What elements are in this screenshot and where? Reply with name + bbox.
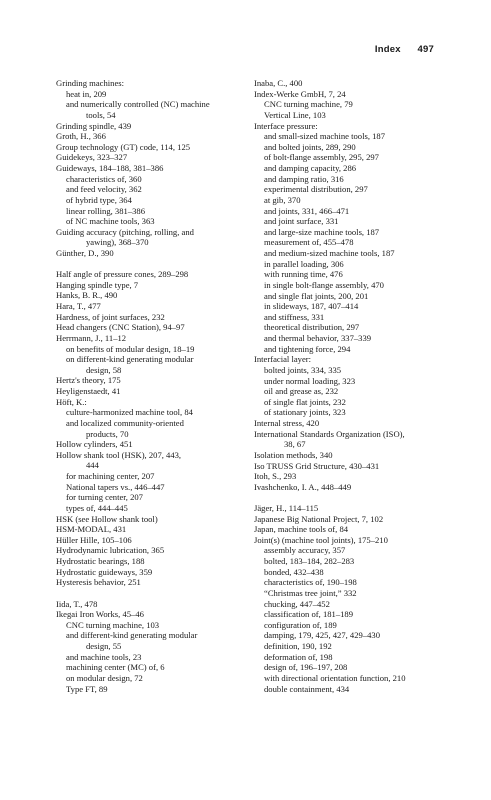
index-entry: Herrmann, J., 11–12 <box>56 332 127 343</box>
index-subentry: CNC turning machine, 103 <box>66 619 160 630</box>
index-entry: HSK (see Hollow shank tool) <box>56 513 158 524</box>
index-entry: Guidekeys, 323–327 <box>56 152 128 163</box>
index-subentry: and machine tools, 23 <box>66 651 142 662</box>
index-subentry: in single bolt-flange assembly, 470 <box>264 279 384 290</box>
index-entry: Hertz's theory, 175 <box>56 375 121 386</box>
index-subentry: in slideways, 187, 407–414 <box>264 301 359 312</box>
index-entry-continuation: design, 55 <box>86 641 122 652</box>
index-entry-continuation: 38, 67 <box>284 439 306 450</box>
index-subentry: and thermal behavior, 337–339 <box>264 333 372 343</box>
index-column-right <box>254 78 446 694</box>
index-entry: Ikegai Iron Works, 45–46 <box>56 609 144 620</box>
index-column-left <box>56 78 236 694</box>
index-subentry: double containment, 434 <box>264 683 350 694</box>
index-subentry: of stationary joints, 323 <box>264 407 346 418</box>
index-subentry: and stiffness, 331 <box>264 311 325 322</box>
index-subentry: bolted joints, 334, 335 <box>264 364 342 375</box>
index-subentry: heat in, 209 <box>66 88 107 99</box>
index-subentry: and single flat joints, 200, 201 <box>264 290 369 301</box>
index-subentry: of bolt-flange assembly, 295, 297 <box>264 152 379 163</box>
index-subentry: and small-sized machine tools, 187 <box>264 131 386 142</box>
index-entry: Hollow cylinders, 451 <box>56 439 133 450</box>
index-entry-continuation: 444 <box>86 460 99 471</box>
index-subentry: under normal loading, 323 <box>264 375 356 386</box>
index-subentry: of NC machine tools, 363 <box>66 216 155 227</box>
index-entry: Japanese Big National Project, 7, 102 <box>254 513 384 524</box>
index-subentry: of single flat joints, 232 <box>264 396 346 407</box>
index-entry: Hydrodynamic lubrication, 365 <box>56 545 165 556</box>
index-entry: Japan, machine tools of, 84 <box>254 524 349 535</box>
index-entry: Hysteresis behavior, 251 <box>56 577 141 588</box>
index-entry: Half angle of pressure cones, 289–298 <box>56 269 189 280</box>
index-subentry: assembly accuracy, 357 <box>264 545 346 556</box>
index-entry: Hanging spindle type, 7 <box>56 279 139 290</box>
letter-group-gap <box>56 588 236 599</box>
index-entry: Joint(s) (machine tool joints), 175–210 <box>254 534 388 545</box>
index-subentry: chucking, 447–452 <box>264 598 330 609</box>
letter-group-gap <box>56 259 236 270</box>
index-entry: Hardness, of joint surfaces, 232 <box>56 311 165 322</box>
index-subentry: types of, 444–445 <box>66 502 128 513</box>
index-subentry: and bolted joints, 289, 290 <box>264 141 356 152</box>
index-subentry: “Christmas tree joint,” 332 <box>264 587 357 598</box>
index-subentry: with directional orientation function, 210 <box>264 672 406 683</box>
index-subentry: deformation of, 198 <box>264 651 333 662</box>
index-subentry: and damping capacity, 286 <box>264 163 357 173</box>
index-subentry: on different-kind generating modular <box>66 354 194 365</box>
index-subentry: theoretical distribution, 297 <box>264 322 360 333</box>
page-number: 497 <box>417 44 434 55</box>
index-subentry: Type FT, 89 <box>66 683 108 694</box>
index-entry: HSM-MODAL, 431 <box>56 524 127 535</box>
index-entry-continuation: yawing), 368–370 <box>86 237 149 248</box>
index-entry: Inaba, C., 400 <box>254 78 303 88</box>
index-entry: Grinding machines: <box>56 78 125 88</box>
index-subentry: experimental distribution, 297 <box>264 184 368 195</box>
index-subentry: measurement of, 455–478 <box>264 237 354 248</box>
index-entry: Head changers (CNC Station), 94–97 <box>56 322 185 333</box>
index-entry: Isolation methods, 340 <box>254 449 333 460</box>
index-subentry: National tapers vs., 446–447 <box>66 481 165 492</box>
index-subentry: machining center (MC) of, 6 <box>66 662 165 673</box>
index-entry: Groth, H., 366 <box>56 131 106 142</box>
index-subentry: for machining center, 207 <box>66 471 155 482</box>
index-subentry: and tightening force, 294 <box>264 343 351 354</box>
index-entry-continuation: products, 70 <box>86 428 129 439</box>
index-entry: Interfacial layer: <box>254 354 312 365</box>
index-subentry: and joint surface, 331 <box>264 216 339 227</box>
index-subentry: configuration of, 189 <box>264 619 337 630</box>
index-entry: International Standards Organization (ISO), <box>254 428 405 439</box>
index-subentry: bonded, 432–438 <box>264 566 324 577</box>
index-entry-continuation: tools, 54 <box>86 109 116 120</box>
index-subentry: oil and grease as, 232 <box>264 386 339 397</box>
index-subentry: classification of, 181–189 <box>264 609 354 620</box>
index-entry: Ivashchenko, I. A., 448–449 <box>254 481 352 492</box>
index-entry: Günther, D., 390 <box>56 248 114 258</box>
index-subentry: and localized community-oriented <box>66 417 184 428</box>
index-entry: Hanks, B. R., 490 <box>56 290 118 301</box>
index-entry: Hydrostatic bearings, 188 <box>56 556 145 567</box>
index-subentry: and different-kind generating modular <box>66 630 198 641</box>
index-entry: Grinding spindle, 439 <box>56 120 132 131</box>
index-subentry: on benefits of modular design, 18–19 <box>66 343 195 354</box>
index-entry: Guideways, 184–188, 381–386 <box>56 163 164 173</box>
index-entry: Hara, T., 477 <box>56 301 101 312</box>
index-subentry: characteristics of, 360 <box>66 173 142 184</box>
index-entry: Internal stress, 420 <box>254 418 320 428</box>
index-subentry: and joints, 331, 466–471 <box>264 205 350 216</box>
index-entry: Höft, K.: <box>56 396 87 407</box>
index-subentry: CNC turning machine, 79 <box>264 99 353 110</box>
index-entry: Interface pressure: <box>254 120 318 131</box>
index-entry: Guiding accuracy (pitching, rolling, and <box>56 226 194 237</box>
index-subentry: and large-size machine tools, 187 <box>264 226 380 237</box>
index-subentry: with running time, 476 <box>264 269 343 280</box>
index-subentry: bolted, 183–184, 282–283 <box>264 556 355 567</box>
index-entry: Jäger, H., 114–115 <box>254 502 319 513</box>
index-entry-continuation: design, 58 <box>86 364 122 375</box>
index-subentry: culture-harmonized machine tool, 84 <box>66 407 193 418</box>
index-entry: Hollow shank tool (HSK), 207, 443, <box>56 449 182 460</box>
index-subentry: and feed velocity, 362 <box>66 184 142 195</box>
index-subentry: design of, 196–197, 208 <box>264 662 348 673</box>
index-subentry: Vertical Line, 103 <box>264 109 326 120</box>
index-subentry: at gib, 370 <box>264 194 301 205</box>
index-subentry: definition, 190, 192 <box>264 641 332 652</box>
index-entry: Heyligenstaedt, 41 <box>56 386 121 397</box>
index-entry: Index-Werke GmbH, 7, 24 <box>254 88 346 99</box>
index-subentry: characteristics of, 190–198 <box>264 577 357 588</box>
index-subentry: in parallel loading, 306 <box>264 258 344 269</box>
header-title: Index <box>374 44 401 55</box>
index-entry: Iida, T., 478 <box>56 598 98 609</box>
index-entry: Itoh, S., 293 <box>254 471 297 482</box>
index-entry: Hüller Hille, 105–106 <box>56 534 132 545</box>
index-subentry: for turning center, 207 <box>66 492 143 503</box>
index-subentry: damping, 179, 425, 427, 429–430 <box>264 630 381 641</box>
running-header <box>375 44 434 55</box>
index-subentry: on modular design, 72 <box>66 672 143 683</box>
index-subentry: linear rolling, 381–386 <box>66 205 146 216</box>
index-subentry: and damping ratio, 316 <box>264 173 344 184</box>
index-entry: Iso TRUSS Grid Structure, 430–431 <box>254 460 380 471</box>
index-subentry: and medium-sized machine tools, 187 <box>264 248 395 258</box>
index-subentry: and numerically controlled (NC) machine <box>66 99 210 110</box>
letter-group-gap <box>254 492 446 503</box>
index-subentry: of hybrid type, 364 <box>66 194 132 205</box>
index-entry: Group technology (GT) code, 114, 125 <box>56 141 191 152</box>
index-entry: Hydrostatic guideways, 359 <box>56 566 153 577</box>
